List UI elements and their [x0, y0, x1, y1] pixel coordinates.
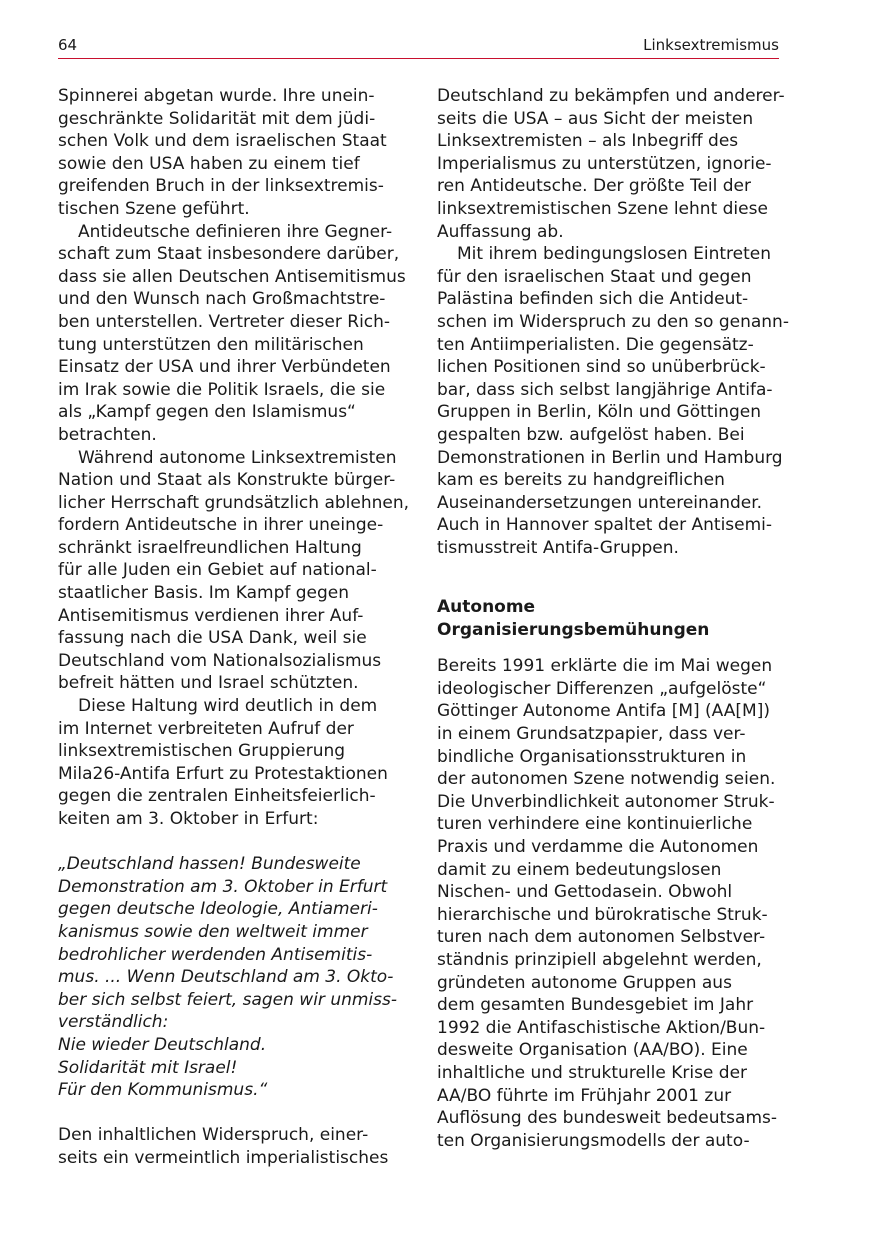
text-line: Spinnerei abgetan wurde. Ihre unein-: [58, 86, 375, 106]
text-line: Demonstrationen in Berlin und Hamburg: [437, 447, 783, 468]
quote-line: bedrohlicher werdenden Antisemitis-: [58, 944, 373, 965]
text-line: damit zu einem bedeutungslosen: [437, 859, 722, 880]
text-line: ben unterstellen. Vertreter dieser Rich-: [58, 311, 391, 332]
text-line: Linksextremisten – als Inbegriff des: [437, 131, 739, 152]
spacer: [58, 1102, 403, 1125]
text-line: ten Organisierungsmodells der auto-: [437, 1130, 750, 1151]
section-heading: Autonome: [437, 597, 536, 618]
text-line: Deutschland vom Nationalsozialismus: [58, 650, 382, 671]
text-line: ideologischer Differenzen „aufgelöste“: [437, 678, 767, 699]
spacer: [58, 831, 403, 854]
text-line: geschränkte Solidarität mit dem jüdi-: [58, 108, 376, 129]
text-line: schränkt israelfreundlichen Haltung: [58, 537, 362, 558]
text-line: Göttinger Autonome Antifa [M] (AA[M]): [437, 701, 770, 722]
text-line: fordern Antideutsche in ihrer uneinge-: [58, 515, 384, 536]
text-line: Gruppen in Berlin, Köln und Göttingen: [437, 402, 761, 423]
text-line: seits ein vermeintlich imperialistisches: [58, 1147, 389, 1168]
text-line: im Internet verbreiteten Aufruf der: [58, 718, 354, 739]
text-line: Auflösung des bundesweit bedeutsams-: [437, 1108, 777, 1129]
text-line: turen verhindere eine kontinuierliche: [437, 814, 753, 835]
text-line: tung unterstützen den militärischen: [58, 334, 364, 355]
quote-line: Solidarität mit Israel!: [58, 1057, 238, 1078]
text-line: tismusstreit Antifa-Gruppen.: [437, 537, 679, 558]
text-line: linksextremistischen Gruppierung: [58, 741, 346, 762]
text-line: Praxis und verdamme die Autonomen: [437, 837, 759, 857]
quote-line: verständlich:: [58, 1012, 169, 1033]
text-line: greifenden Bruch in der linksextremis-: [58, 176, 384, 197]
text-line: kam es bereits zu handgreiflichen: [437, 470, 725, 491]
page-header: [58, 36, 779, 59]
text-line: 1992 die Antifaschistische Aktion/Bun-: [437, 1017, 766, 1038]
text-line: AA/BO führte im Frühjahr 2001 zur: [437, 1085, 732, 1106]
section-heading: Organisierungsbemühungen: [437, 619, 710, 640]
text-line: ständnis prinzipiell abgelehnt werden,: [437, 949, 762, 970]
spacer: [437, 641, 782, 655]
text-line: Imperialismus zu unterstützen, ignorie-: [437, 153, 772, 174]
text-line: Auseinandersetzungen untereinander.: [437, 492, 763, 513]
text-line: für alle Juden ein Gebiet auf national-: [58, 560, 377, 581]
quote-line: kanismus sowie den weltweit immer: [58, 921, 368, 942]
text-line: befreit hätten und Israel schützten.: [58, 673, 359, 694]
quote-line: Demonstration am 3. Oktober in Erfurt: [58, 876, 388, 897]
text-line: betrachten.: [58, 424, 157, 445]
text-line: bar, dass sich selbst langjährige Antifa-: [437, 379, 773, 400]
quote-line: „Deutschland hassen! Bundesweite: [58, 854, 361, 875]
text-line: gespalten bzw. aufgelöst haben. Bei: [437, 424, 745, 445]
text-line: schen im Widerspruch zu den so genann-: [437, 311, 789, 332]
text-line: seits die USA – aus Sicht der meisten: [437, 108, 754, 129]
text-line: Einsatz der USA und ihrer Verbündeten: [58, 357, 391, 378]
running-title: Linksextremismus: [643, 36, 779, 54]
page-number: 64: [58, 36, 78, 54]
spacer: [437, 559, 782, 582]
text-line: Antideutsche definieren ihre Gegner-: [78, 221, 393, 242]
text-line: dass sie allen Deutschen Antisemitismus: [58, 266, 406, 287]
text-line: hierarchische und bürokratische Struk-: [437, 904, 768, 925]
text-line: linksextremistischen Szene lehnt diese: [437, 198, 768, 219]
text-line: Bereits 1991 erklärte die im Mai wegen: [437, 656, 773, 677]
text-line: fassung nach die USA Dank, weil sie: [58, 628, 367, 649]
text-line: gegen die zentralen Einheitsfeierlich-: [58, 786, 376, 807]
text-line: tischen Szene geführt.: [58, 198, 250, 219]
text-line: Auffassung ab.: [437, 221, 564, 242]
text-line: desweite Organisation (AA/BO). Eine: [437, 1040, 748, 1061]
text-line: Die Unverbindlichkeit autonomer Struk-: [437, 791, 775, 812]
text-line: staatlicher Basis. Im Kampf gegen: [58, 583, 350, 604]
text-line: Den inhaltlichen Widerspruch, einer-: [58, 1125, 369, 1146]
right-column: [437, 85, 789, 1152]
left-column: [58, 85, 410, 1170]
text-line: Deutschland zu bekämpfen und anderer-: [437, 86, 785, 106]
text-line: bindliche Organisationsstrukturen in: [437, 746, 747, 767]
text-line: licher Herrschaft grundsätzlich ablehnen,: [58, 492, 410, 513]
text-line: Mit ihrem bedingungslosen Eintreten: [457, 244, 772, 265]
text-line: ren Antideutsche. Der größte Teil der: [437, 176, 752, 197]
text-line: Diese Haltung wird deutlich in dem: [78, 696, 378, 717]
text-line: lichen Positionen sind so unüberbrück-: [437, 357, 766, 378]
text-line: Antisemitismus verdienen ihrer Auf-: [58, 605, 364, 626]
text-line: Nischen- und Gettodasein. Obwohl: [437, 882, 733, 903]
text-line: im Irak sowie die Politik Israels, die sie: [58, 379, 386, 400]
text-line: schen Volk und dem israelischen Staat: [58, 131, 387, 152]
text-line: Auch in Hannover spaltet der Antisemi-: [437, 515, 773, 536]
text-line: keiten am 3. Oktober in Erfurt:: [58, 809, 319, 829]
text-line: als „Kampf gegen den Islamismus“: [58, 402, 356, 423]
quote-line: Für den Kommunismus.“: [58, 1080, 268, 1101]
spacer: [437, 582, 782, 596]
text-line: der autonomen Szene notwendig seien.: [437, 769, 776, 790]
quote-line: Nie wieder Deutschland.: [58, 1034, 267, 1055]
text-line: dem gesamten Bundesgebiet im Jahr: [437, 995, 754, 1016]
text-line: sowie den USA haben zu einem tief: [58, 153, 360, 174]
text-line: gründeten autonome Gruppen aus: [437, 972, 732, 993]
text-line: Mila26-Antifa Erfurt zu Protestaktionen: [58, 763, 388, 784]
text-line: schaft zum Staat insbesondere darüber,: [58, 244, 400, 265]
text-line: Palästina befinden sich die Antideut-: [437, 289, 749, 310]
text-line: Nation und Staat als Konstrukte bürger-: [58, 470, 396, 491]
quote-line: mus. ... Wenn Deutschland am 3. Okto-: [58, 967, 394, 988]
quote-line: ber sich selbst feiert, sagen wir unmiss-: [58, 989, 397, 1010]
text-line: in einem Grundsatzpapier, dass ver-: [437, 724, 746, 745]
text-line: Während autonome Linksextremisten: [78, 447, 397, 468]
text-line: und den Wunsch nach Großmachtstre-: [58, 289, 386, 310]
text-line: turen nach dem autonomen Selbstver-: [437, 927, 766, 948]
text-line: für den israelischen Staat und gegen: [437, 266, 752, 287]
quote-line: gegen deutsche Ideologie, Antiameri-: [58, 899, 378, 920]
text-line: inhaltliche und strukturelle Krise der: [437, 1062, 748, 1083]
text-line: ten Antiimperialisten. Die gegensätz-: [437, 334, 754, 355]
